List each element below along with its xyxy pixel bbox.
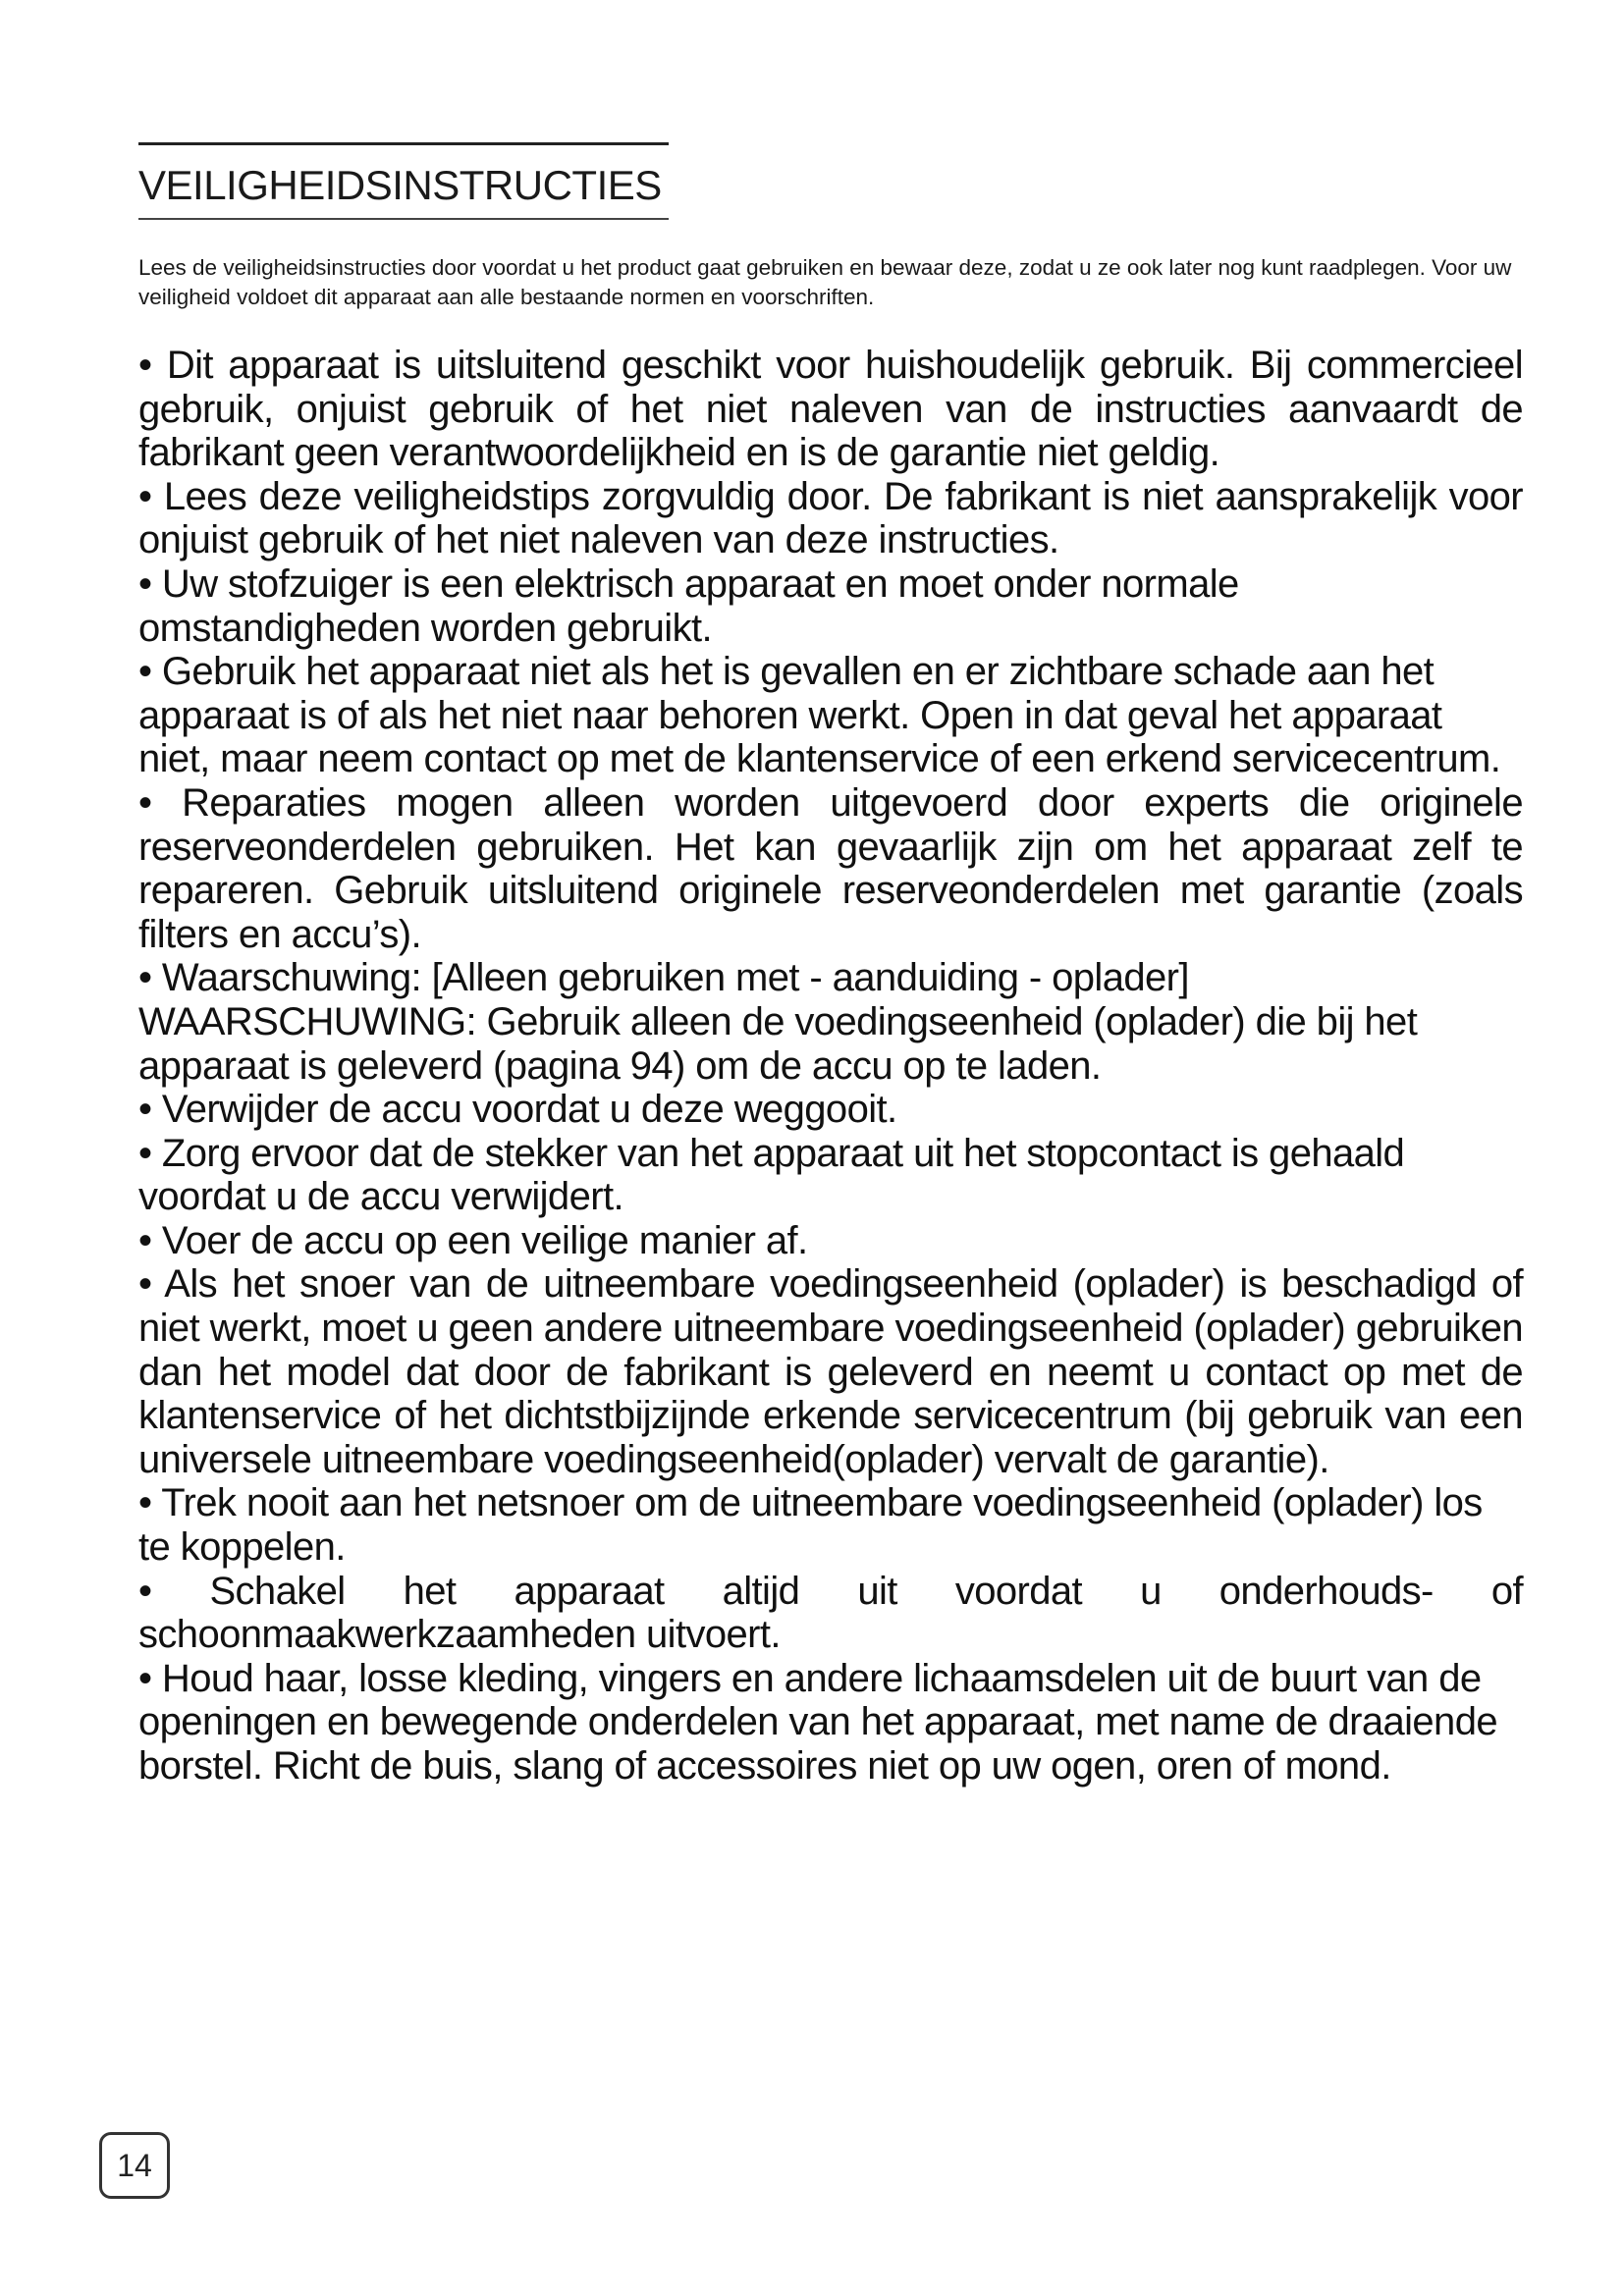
header-bottom-rule (138, 218, 669, 220)
page-number (99, 2132, 170, 2199)
intro-paragraph: Lees de veiligheidsinstructies door voordat u het product gaat gebruiken en bewaar deze, zodat u ze ook later nog kunt raadplegen. Voor uw veiligheid voldoet dit apparaat aan alle bestaande normen en voorschriften. (138, 255, 1512, 309)
instruction-item: • Gebruik het apparaat niet als het is gevallen en er zichtbare schade aan het apparaat is of als het niet naar behoren werkt. Open in dat geval het apparaat niet, maar neem contact op met de klantenservice of een erkend servicecentrum. (138, 650, 1501, 781)
instruction-item: • Uw stofzuiger is een elektrisch apparaat en moet onder normale omstandigheden worden gebruikt. (138, 561, 1239, 650)
safety-instructions-list (138, 344, 1523, 1789)
section-header (138, 142, 669, 220)
instruction-item: • Reparaties mogen alleen worden uitgevoerd door experts die originele reserveonderdelen gebruiken. Het kan gevaarlijk zijn om het apparaat zelf te repareren. Gebruik uitsluitend originele reserveonderdelen met garantie (zoals filters en accu’s). (138, 780, 1523, 956)
instruction-item: • Houd haar, losse kleding, vingers en andere lichaamsdelen uit de buurt van de openingen en bewegende onderdelen van het apparaat, met name de draaiende borstel. Richt de buis, slang of accessoires niet op uw ogen, oren of mond. (138, 1656, 1497, 1788)
instruction-item: • Voer de accu op een veilige manier af. (138, 1218, 808, 1262)
instruction-item: • Dit apparaat is uitsluitend geschikt voor huishoudelijk gebruik. Bij commercieel gebruik, onjuist gebruik of het niet naleven van de instructies aanvaardt de fabrikant geen verantwoordelijkheid en is de garantie niet geldig. (138, 344, 1523, 475)
header-top-rule (138, 142, 669, 145)
warning-item: WAARSCHUWING: Gebruik alleen de voedingseenheid (oplader) die bij het apparaat is geleverd (pagina 94) om de accu op te laden. (138, 999, 1418, 1088)
instruction-item: • Waarschuwing: [Alleen gebruiken met - aanduiding - oplader] (138, 956, 1189, 1000)
page-title: VEILIGHEIDSINSTRUCTIES (138, 162, 662, 208)
page-number-label: 14 (117, 2147, 152, 2183)
instruction-item: • Trek nooit aan het netsnoer om de uitneembare voedingseenheid (oplader) los te koppelen. (138, 1481, 1483, 1570)
instruction-item: • Schakel het apparaat altijd uit voordat u onderhouds- of schoonmaakwerkzaamheden uitvoert. (138, 1569, 1523, 1657)
instruction-item: • Verwijder de accu voordat u deze weggooit. (138, 1088, 897, 1132)
instruction-item: • Lees deze veiligheidstips zorgvuldig door. De fabrikant is niet aansprakelijk voor onjuist gebruik of het niet naleven van deze instructies. (138, 474, 1523, 562)
instruction-item: • Zorg ervoor dat de stekker van het apparaat uit het stopcontact is gehaald voordat u de accu verwijdert. (138, 1131, 1405, 1219)
instruction-item: • Als het snoer van de uitneembare voedingseenheid (oplader) is beschadigd of niet werkt, moet u geen andere uitneembare voedingseenheid (oplader) gebruiken dan het model dat door de fabrikant is geleverd en neemt u contact op met de klantenservice of het dichtstbijzijnde erkende servicecentrum (bij gebruik van een universele uitneembare voedingseenheid(oplader) vervalt de garantie). (138, 1262, 1523, 1481)
